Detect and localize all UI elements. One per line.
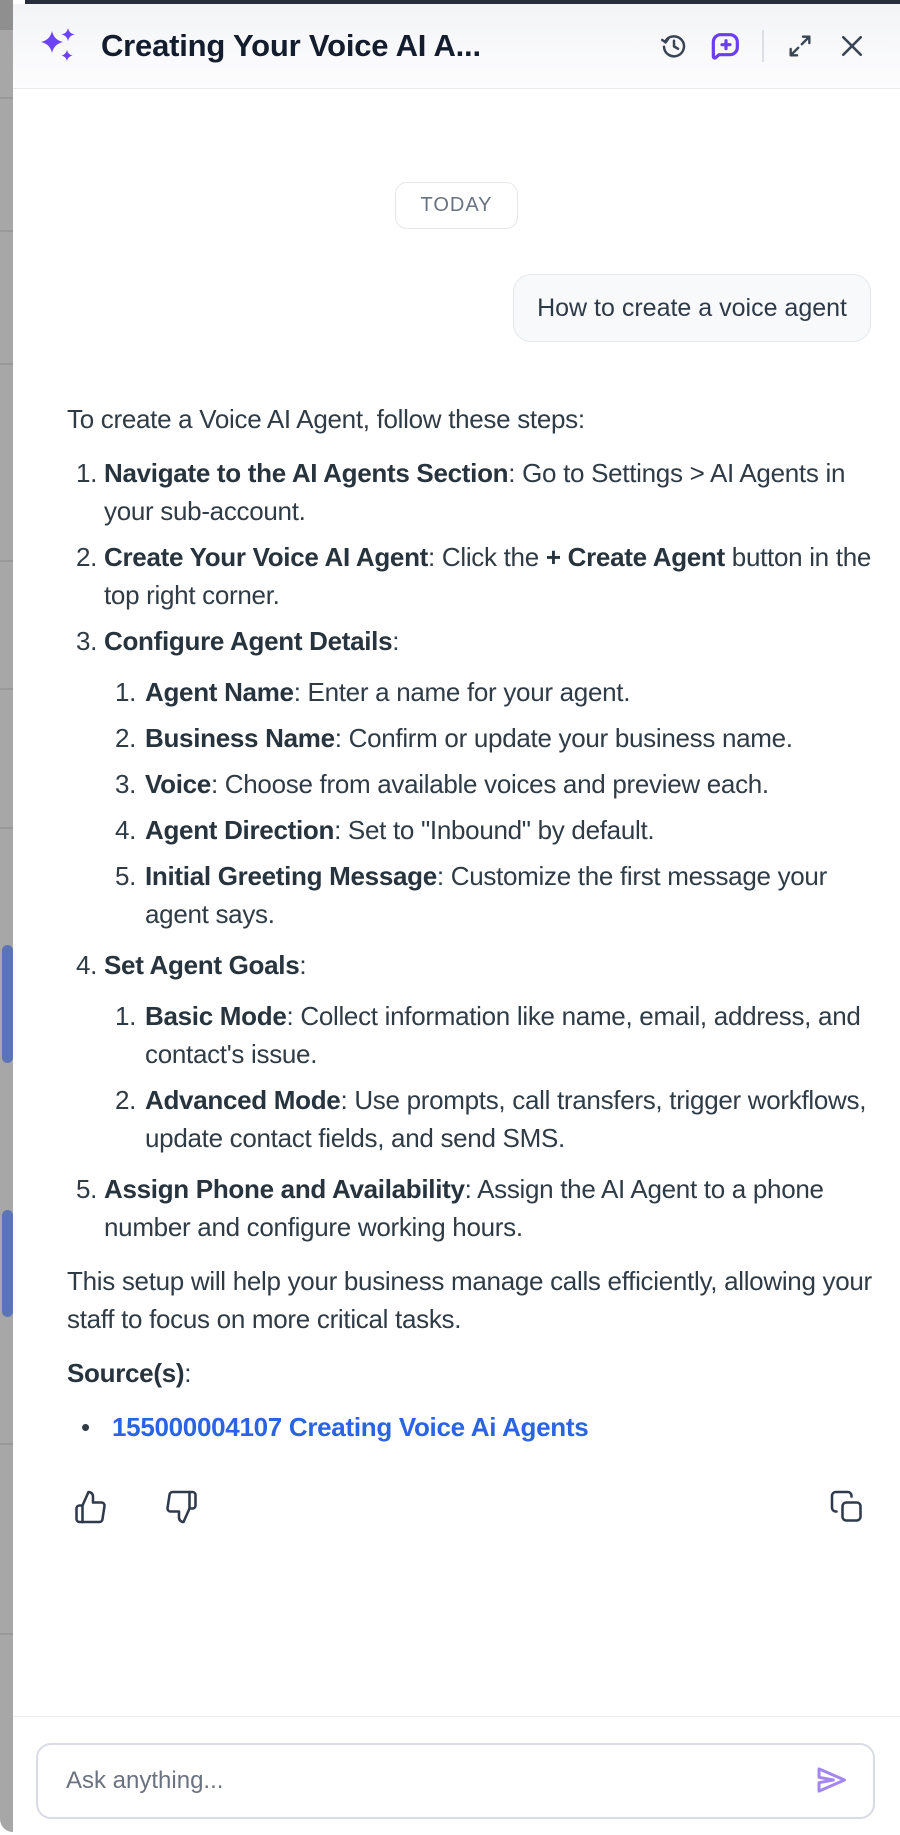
history-icon [659,31,689,61]
step-item: Configure Agent Details: Agent Name: Enter a name for your agent. Business Name: Confirm or update your business name. Voice: Choose from available voices and preview each. Agent Direction: Set to "Inbound" by default. Initial Greeting Message: Customize the first message your agent says. [67,622,885,933]
substep-item: Basic Mode: Collect information like name, email, address, and contact's issue. [145,1001,861,1069]
send-icon [813,1762,849,1801]
step-item: Navigate to the AI Agents Section: Go to Settings > AI Agents in your sub-account. [104,458,846,526]
substep-item: Agent Name: Enter a name for your agent. [145,677,631,707]
new-conversation-button[interactable] [704,24,748,68]
message-input[interactable] [64,1766,809,1796]
feedback-row [70,1488,885,1528]
close-icon [837,31,867,61]
background-divider [0,363,13,365]
thumbs-down-icon [164,1489,200,1528]
sources-label: Source(s): [67,1358,192,1388]
background-divider [0,560,13,562]
assistant-intro: To create a Voice AI Agent, follow these steps: [67,404,585,434]
step-item: Create Your Voice AI Agent: Click the + Create Agent button in the top right corner. [104,542,872,610]
header-actions [652,24,874,68]
substep-item: Advanced Mode: Use prompts, call transfers, trigger workflows, update contact fields, and send SMS. [145,1085,867,1153]
background-divider [0,230,13,232]
substep-item: Initial Greeting Message: Customize the first message your agent says. [145,861,827,929]
message-input-container [36,1743,875,1819]
source-link[interactable]: 155000004107 Creating Voice Ai Agents [112,1412,589,1442]
thumbs-up-icon [72,1489,108,1528]
chat-header [13,4,900,89]
send-button[interactable] [809,1759,853,1803]
thumbs-up-button[interactable] [70,1488,110,1528]
chat-title: Creating Your Voice AI A... [101,28,481,63]
assistant-outro: This setup will help your business manage calls efficiently, allowing your staff to focus on more critical tasks. [67,1266,872,1334]
substeps-list [104,673,885,933]
background-button-fragment [2,945,13,1063]
thumbs-down-button[interactable] [162,1488,202,1528]
history-button[interactable] [652,24,696,68]
substep-item: Voice: Choose from available voices and preview each. [145,769,769,799]
chat-footer [13,1716,900,1835]
background-divider [0,827,13,829]
background-page-strip-cap [0,0,13,30]
expand-button[interactable] [778,24,822,68]
sources-list [67,1408,885,1446]
copy-response-button[interactable] [827,1488,867,1528]
substeps-list [104,997,885,1157]
background-divider [0,1443,13,1445]
chat-widget-panel [13,4,900,1835]
header-divider [762,30,764,62]
source-list-item [67,1408,885,1446]
background-divider [0,1633,13,1635]
steps-list [67,454,885,1246]
expand-icon [786,32,814,60]
date-divider-badge: TODAY [395,182,517,229]
substep-item: Agent Direction: Set to "Inbound" by default. [145,815,655,845]
assistant-message [67,400,885,1528]
new-conversation-icon [710,30,742,62]
background-divider [0,688,13,690]
chat-messages-area[interactable] [13,89,900,1716]
substep-item: Business Name: Confirm or update your business name. [145,723,793,753]
step-item: Set Agent Goals: Basic Mode: Collect information like name, email, address, and contact's issue. Advanced Mode: Use prompts, call transfers, trigger workflows, update contact fields, and send SMS. [67,946,885,1157]
step-item: Assign Phone and Availability: Assign the AI Agent to a phone number and configure working hours. [104,1174,824,1242]
background-button-fragment [2,1210,13,1317]
close-button[interactable] [830,24,874,68]
background-divider [0,97,13,99]
user-message-bubble: How to create a voice agent [513,274,871,342]
sparkles-icon [37,24,81,68]
background-page-strip [0,0,13,1832]
copy-icon [829,1489,865,1528]
